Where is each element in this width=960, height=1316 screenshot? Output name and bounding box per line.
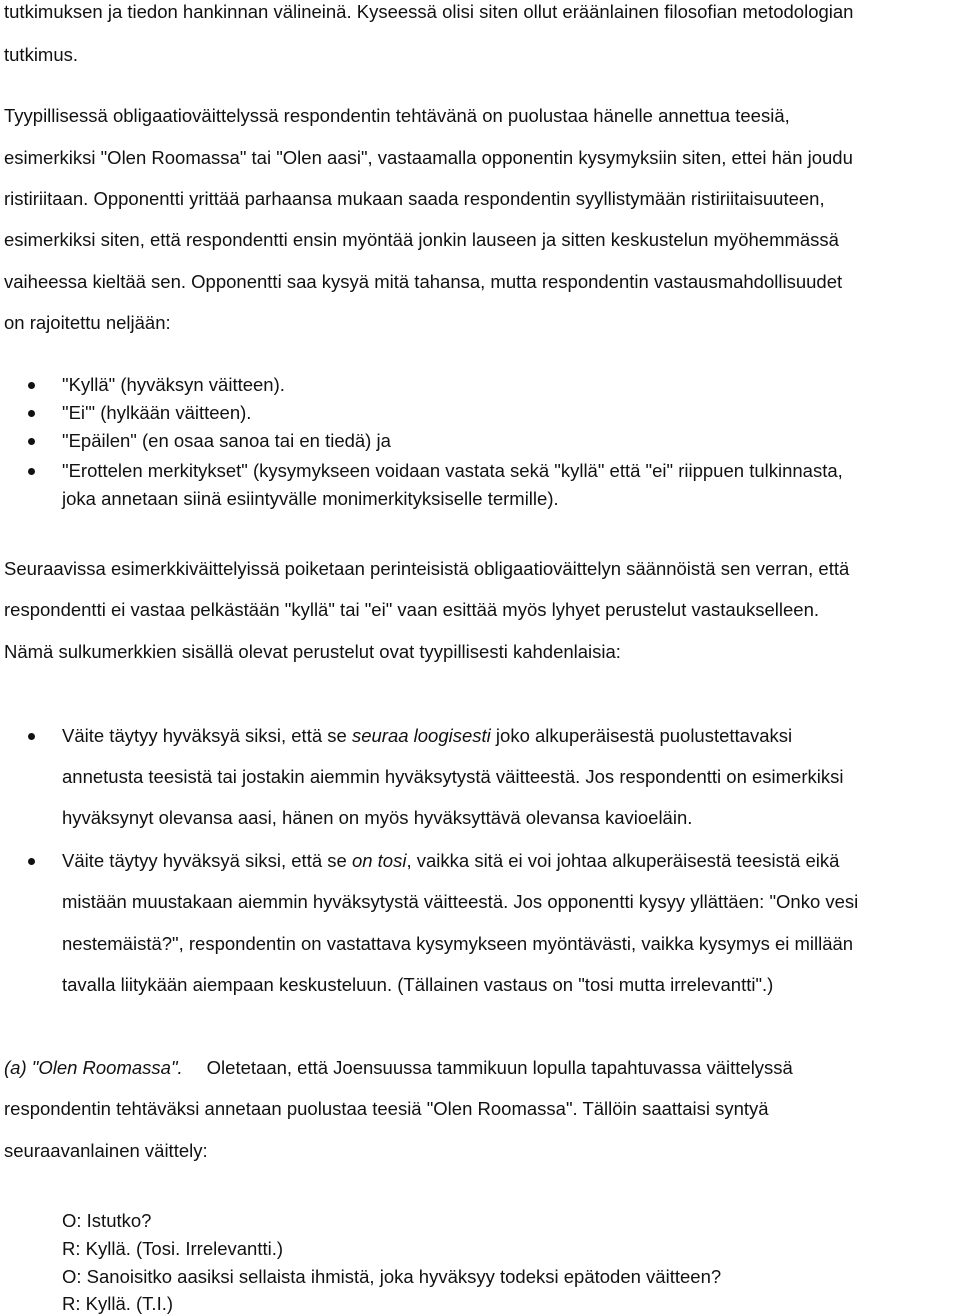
paragraph-line: on rajoitettu neljään: [4,312,171,333]
paragraph-line: tutkimus. [4,44,79,65]
dialogue-line: R: Kyllä. (T.I.) [62,1293,174,1314]
list-item-continuation: tavalla liitykään aiempaan keskusteluun. (Tällainen vastaus on "tosi mutta irrelevantti".) [62,974,774,995]
paragraph-line: esimerkiksi siten, että respondentti ensin myöntää jonkin lauseen ja sitten keskustelun myöhemmässä [4,229,839,250]
paragraph-line: ristiriitaan. Opponentti yrittää parhaansa mukaan saada respondentin syyllistymään ristiriitaisuuteen, [4,188,825,209]
paragraph-line: Tyypillisessä obligaatioväittelyssä respondentin tehtävänä on puolustaa hänelle annettua teesiä, [4,105,790,126]
list-item: "Epäilen" (en osaa sanoa tai en tiedä) ja [62,430,391,451]
list-item-continuation: annetusta teesistä tai jostakin aiemmin hyväksytystä väitteestä. Jos respondentti on esimerkiksi [62,766,844,787]
dialogue-line: O: Sanoisitko aasiksi sellaista ihmistä, joka hyväksyy todeksi epätoden väitteen? [62,1266,722,1287]
bullet-icon [28,438,35,445]
emphasis: seuraa loogisesti [351,725,491,746]
bullet-icon [28,468,35,475]
paragraph-line: Seuraavissa esimerkkiväittelyissä poiketaan perinteisistä obligaatioväittelyn säännöistä sen verran, että [4,558,850,579]
paragraph-line: (a) "Olen Roomassa". Oletetaan, että Joensuussa tammikuun lopulla tapahtuvassa väittelyssä [4,1057,793,1078]
bullet-icon [28,733,35,740]
paragraph-line: esimerkiksi "Olen Roomassa" tai "Olen aasi", vastaamalla opponentin kysymyksiin siten, ettei hän joudu [4,147,853,168]
bullet-icon [28,410,35,417]
paragraph-line: respondentti ei vastaa pelkästään "kyllä" tai "ei" vaan esittää myös lyhyet perustelut vastaukselleen. [4,599,820,620]
list-item: "Kyllä" (hyväksyn väitteen). [62,374,285,395]
paragraph-line: seuraavanlainen väittely: [4,1140,208,1161]
paragraph-line: Nämä sulkumerkkien sisällä olevat perustelut ovat tyypillisesti kahdenlaisia: [4,641,621,662]
list-item: "Erottelen merkitykset" (kysymykseen voidaan vastata sekä "kyllä" että "ei" riippuen tulkinnasta, [62,460,843,481]
paragraph-line: respondentin tehtäväksi annetaan puolustaa teesiä "Olen Roomassa". Tällöin saattaisi syntyä [4,1098,769,1119]
list-item: Väite täytyy hyväksyä siksi, että se on tosi, vaikka sitä ei voi johtaa alkuperäisestä teesistä eikä [62,850,840,871]
paragraph-line: vaiheessa kieltää sen. Opponentti saa kysyä mitä tahansa, mutta respondentin vastausmahdollisuudet [4,271,843,292]
list-item-continuation: mistään muustakaan aiemmin hyväksytystä väitteestä. Jos opponentti kysyy yllättäen: "Onko vesi [62,891,859,912]
emphasis: on tosi [351,850,407,871]
dialogue-line: O: Istutko? [62,1210,152,1231]
list-item-continuation: nestemäistä?", respondentin on vastattava kysymykseen myöntävästi, vaikka kysymys ei millään [62,933,854,954]
paragraph-line: tutkimuksen ja tiedon hankinnan välineinä. Kyseessä olisi siten ollut eräänlainen filosofian metodologian [4,1,854,22]
list-item: "Ei'" (hylkään väitteen). [62,402,252,423]
dialogue-line: R: Kyllä. (Tosi. Irrelevantti.) [62,1238,284,1259]
list-item-continuation: hyväksynyt olevansa aasi, hänen on myös hyväksyttävä olevansa kavioeläin. [62,807,693,828]
list-item: Väite täytyy hyväksyä siksi, että se seuraa loogisesti joko alkuperäisestä puolustettavaksi [62,725,793,746]
example-label: (a) "Olen Roomassa". [4,1057,183,1078]
bullet-icon [28,382,35,389]
list-item-continuation: joka annetaan siinä esiintyvälle monimerkityksiselle termille). [62,488,559,509]
bullet-icon [28,858,35,865]
